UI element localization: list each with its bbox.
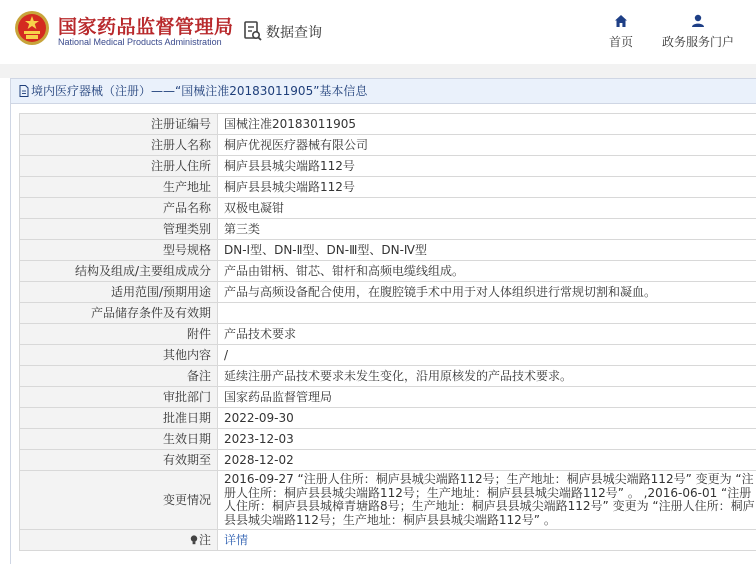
nav-service-portal[interactable] <box>656 14 740 50</box>
table-row <box>20 429 756 450</box>
field-value: 2022-09-30 <box>218 408 756 429</box>
field-label: 管理类别 <box>20 219 218 240</box>
table-row <box>20 261 756 282</box>
field-value: 2028-12-02 <box>218 450 756 471</box>
field-label: 注册人名称 <box>20 135 218 156</box>
table-row <box>20 408 756 429</box>
field-value <box>218 303 756 324</box>
detail-table <box>19 113 756 551</box>
field-value: 产品由钳柄、钳芯、钳杆和高频电缆线组成。 <box>218 261 756 282</box>
field-label: 注册证编号 <box>20 114 218 135</box>
nav-service-label: 政务服务门户 <box>661 35 734 49</box>
breadcrumb-text: 境内医疗器械（注册）——“国械注准20183011905”基本信息 <box>31 84 368 98</box>
table-row <box>20 303 756 324</box>
header-divider <box>0 64 756 78</box>
field-value: 国械注准20183011905 <box>218 114 756 135</box>
field-label: 审批部门 <box>20 387 218 408</box>
field-value: DN-Ⅰ型、DN-Ⅱ型、DN-Ⅲ型、DN-Ⅳ型 <box>218 240 756 261</box>
table-row <box>20 114 756 135</box>
table-row <box>20 240 756 261</box>
detail-panel <box>10 78 756 564</box>
data-query-icon[interactable] <box>244 21 262 41</box>
table-row <box>20 219 756 240</box>
field-label: 批准日期 <box>20 408 218 429</box>
field-label: 适用范围/预期用途 <box>20 282 218 303</box>
table-row <box>20 177 756 198</box>
field-label: 产品储存条件及有效期 <box>20 303 218 324</box>
field-value: 国家药品监督管理局 <box>218 387 756 408</box>
field-label: 产品名称 <box>20 198 218 219</box>
site-header <box>0 0 756 64</box>
nav-home-label: 首页 <box>608 35 633 49</box>
table-row <box>20 471 756 530</box>
field-value: 桐庐优视医疗器械有限公司 <box>218 135 756 156</box>
user-icon <box>691 14 705 28</box>
table-row <box>20 387 756 408</box>
field-value: 2023-12-03 <box>218 429 756 450</box>
note-value <box>218 530 756 551</box>
details-link[interactable]: 详情 <box>224 533 249 547</box>
field-value: 延续注册产品技术要求未发生变化，沿用原核发的产品技术要求。 <box>218 366 756 387</box>
field-label: 生效日期 <box>20 429 218 450</box>
field-label: 有效期至 <box>20 450 218 471</box>
table-row <box>20 198 756 219</box>
data-query-link[interactable]: 数据查询 <box>266 25 322 41</box>
breadcrumb <box>11 79 756 104</box>
field-value[interactable]: 产品技术要求 <box>218 324 756 345</box>
brand-title[interactable]: 国家药品监督管理局 <box>58 16 234 38</box>
lightbulb-icon <box>190 535 198 545</box>
note-label <box>20 530 218 551</box>
national-emblem-icon <box>14 10 50 46</box>
field-value: 桐庐县县城尖端路112号 <box>218 156 756 177</box>
table-row <box>20 135 756 156</box>
field-label: 附件 <box>20 324 218 345</box>
field-value: 第三类 <box>218 219 756 240</box>
table-row <box>20 366 756 387</box>
field-label: 变更情况 <box>20 471 218 530</box>
document-icon <box>19 85 29 97</box>
field-value: 2016-09-27 “注册人住所：桐庐县城尖端路112号；生产地址：桐庐县城尖端路112号” 变更为 “注册人住所：桐庐县县城尖端路112号；生产地址：桐庐县县城尖端路112号” 。 ,2016-06-01 “注册人住所：桐庐县县城樟青塘路8号；生产地址：桐庐县县城尖端路112号” 变更为 “注册人住所：桐庐县县城尖端路112号；生产地址：桐庐县县城尖端路112号” 。 <box>218 471 756 530</box>
field-value: 桐庐县县城尖端路112号 <box>218 177 756 198</box>
field-label: 注册人住所 <box>20 156 218 177</box>
home-icon <box>614 14 628 28</box>
brand-subtitle: National Medical Products Administration <box>58 37 222 47</box>
field-value: / <box>218 345 756 366</box>
field-label: 备注 <box>20 366 218 387</box>
field-label: 生产地址 <box>20 177 218 198</box>
field-value: 产品与高频设备配合使用，在腹腔镜手术中用于对人体组织进行常规切割和凝血。 <box>218 282 756 303</box>
nav-home[interactable] <box>606 14 636 50</box>
table-row <box>20 282 756 303</box>
field-label: 型号规格 <box>20 240 218 261</box>
table-row <box>20 450 756 471</box>
note-row <box>20 530 756 551</box>
field-label: 结构及组成/主要组成成分 <box>20 261 218 282</box>
field-value: 双极电凝钳 <box>218 198 756 219</box>
note-label-text: 注 <box>198 533 211 547</box>
field-label: 其他内容 <box>20 345 218 366</box>
table-row <box>20 156 756 177</box>
table-row <box>20 345 756 366</box>
table-row <box>20 324 756 345</box>
